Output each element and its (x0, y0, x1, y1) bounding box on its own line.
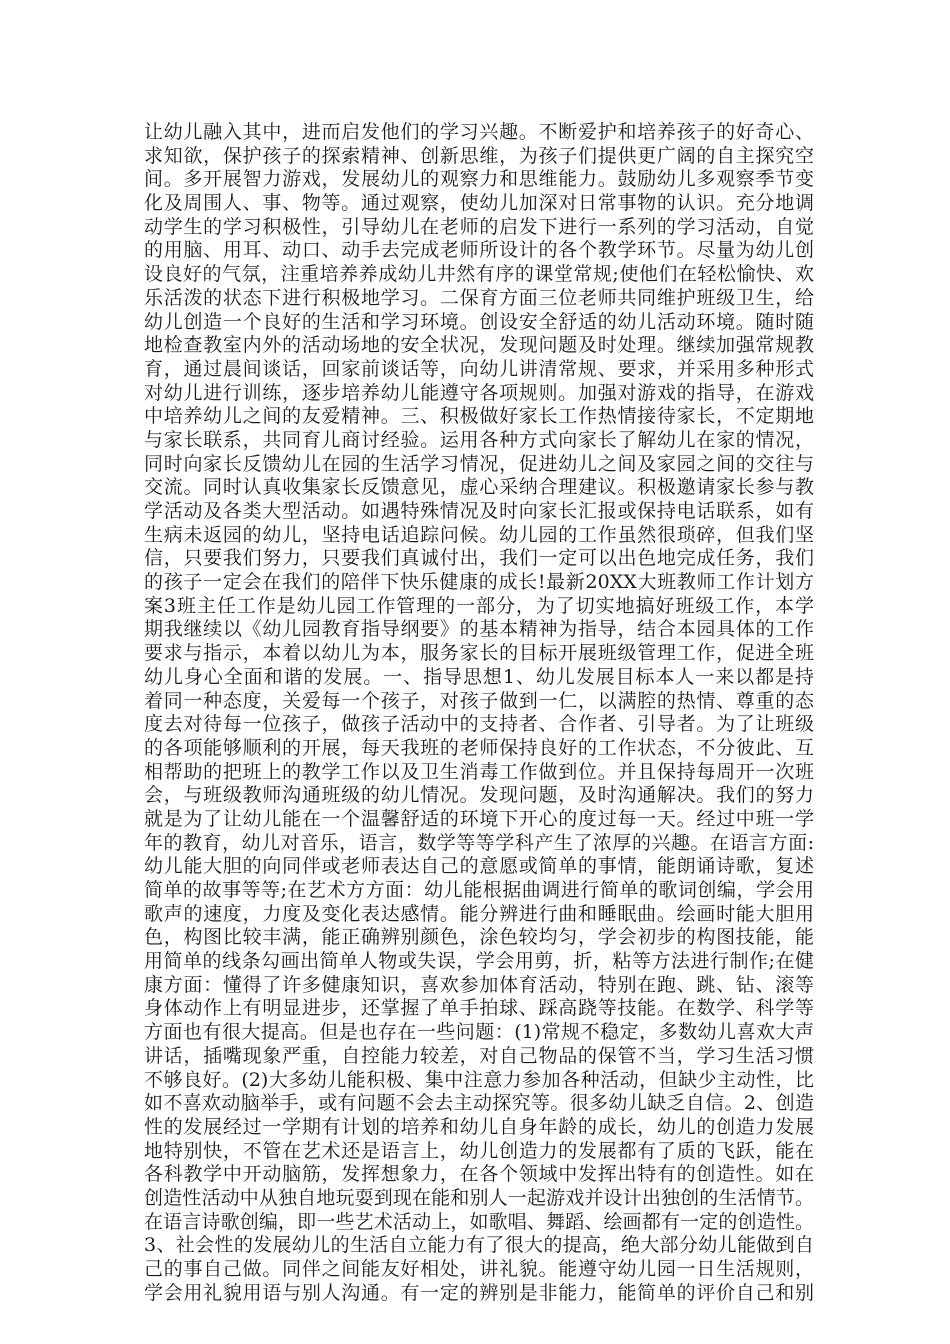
text-line: 度去对待每一位孩子，做孩子活动中的支持者、合作者、引导者。为了让班级 (144, 713, 814, 736)
text-line: 中培养幼儿之间的友爱精神。三、积极做好家长工作热情接待家长，不定期地 (144, 405, 814, 428)
text-line: 色，构图比较丰满，能正确辨别颜色，涂色较均匀，学会初步的构图技能，能 (144, 926, 814, 949)
text-line: 各科教学中开动脑筋，发挥想象力，在各个领域中发挥出特有的创造性。如在 (144, 1163, 814, 1186)
text-line: 幼儿身心全面和谐的发展。一、指导思想1、幼儿发展目标本人一来以都是持 (144, 665, 814, 688)
text-line: 就是为了让幼儿能在一个温馨舒适的环境下开心的度过每一天。经过中班一学 (144, 807, 814, 830)
text-line: 求知欲，保护孩子的探索精神、创新思维，为孩子们提供更广阔的自主探究空 (144, 144, 814, 167)
text-line: 与家长联系，共同育儿商讨经验。运用各种方式向家长了解幼儿在家的情况， (144, 428, 814, 451)
text-line: 案3班主任工作是幼儿园工作管理的一部分，为了切实地搞好班级工作，本学 (144, 594, 814, 617)
text-line: 如不喜欢动脑举手，或有问题不会去主动探究等。很多幼儿缺乏自信。2、创造 (144, 1092, 814, 1115)
text-line: 性的发展经过一学期有计划的培养和幼儿自身年龄的成长，幼儿的创造力发展 (144, 1115, 814, 1138)
text-line: 期我继续以《幼儿园教育指导纲要》的基本精神为指导，结合本园具体的工作 (144, 618, 814, 641)
text-line: 幼儿创造一个良好的生活和学习环境。创设安全舒适的幼儿活动环境。随时随 (144, 310, 814, 333)
text-line: 3、社会性的发展幼儿的生活自立能力有了很大的提高，绝大部分幼儿能做到自 (144, 1234, 814, 1257)
text-line: 让幼儿融入其中，进而启发他们的学习兴趣。不断爱护和培养孩子的好奇心、 (144, 121, 814, 143)
text-line: 育，通过晨间谈话，回家前谈话等，向幼儿讲清常规、要求，并采用多种形式 (144, 357, 814, 380)
text-line: 年的教育，幼儿对音乐，语言，数学等等学科产生了浓厚的兴趣。在语言方面: (144, 831, 814, 854)
text-line: 对幼儿进行训练，逐步培养幼儿能遵守各项规则。加强对游戏的指导，在游戏 (144, 381, 814, 404)
text-line: 学活动及各类大型活动。如遇特殊情况及时向家长汇报或保持电话联系，如有 (144, 500, 814, 522)
text-line: 身体动作上有明显进步，还掌握了单手拍球、踩高跷等技能。在数学、科学等 (144, 997, 814, 1020)
text-line: 学会用礼貌用语与别人沟通。有一定的辨别是非能力，能简单的评价自己和别 (144, 1281, 814, 1304)
text-line: 幼儿能大胆的向同伴或老师表达自己的意愿或简单的事情，能朗诵诗歌，复述 (144, 855, 814, 878)
text-line: 地检查教室内外的活动场地的安全状况，发现问题及时处理。继续加强常规教 (144, 334, 814, 357)
text-line: 的各项能够顺利的开展，每天我班的老师保持良好的工作状态，不分彼此、互 (144, 736, 814, 759)
text-line: 在语言诗歌创编，即一些艺术活动上，如歌唱、舞蹈、绘画都有一定的创造性。 (144, 1210, 814, 1233)
text-line: 同时向家长反馈幼儿在园的生活学习情况，促进幼儿之间及家园之间的交往与 (144, 452, 814, 475)
body-text (144, 121, 814, 1305)
text-line: 不够良好。(2)大多幼儿能积极、集中注意力参加各种活动，但缺少主动性，比 (144, 1068, 814, 1091)
text-line: 的孩子一定会在我们的陪伴下快乐健康的成长!最新20XX大班教师工作计划方 (144, 571, 814, 594)
text-line: 的用脑、用耳、动口、动手去完成老师所设计的各个教学环节。尽量为幼儿创 (144, 239, 814, 262)
text-line: 方面也有很大提高。但是也存在一些问题：(1)常规不稳定，多数幼儿喜欢大声 (144, 1021, 814, 1044)
text-line: 创造性活动中从独自地玩耍到现在能和别人一起游戏并设计出独创的生活情节。 (144, 1186, 814, 1209)
text-line: 己的事自己做。同伴之间能友好相处，讲礼貌。能遵守幼儿园一日生活规则， (144, 1258, 814, 1280)
text-line: 歌声的速度，力度及变化表达感情。能分辨进行曲和睡眠曲。绘画时能大胆用 (144, 902, 814, 925)
text-line: 康方面：懂得了许多健康知识，喜欢参加体育活动，特别在跑、跳、钻、滚等 (144, 973, 814, 996)
text-line: 要求与指示，本着以幼儿为本，服务家长的目标开展班级管理工作，促进全班 (144, 642, 814, 665)
text-line: 动学生的学习积极性，引导幼儿在老师的启发下进行一系列的学习活动，自觉 (144, 215, 814, 238)
text-line: 用简单的线条勾画出简单人物或失误，学会用剪，折，粘等方法进行制作;在健 (144, 950, 814, 973)
text-line: 交流。同时认真收集家长反馈意见，虚心采纳合理建议。积极邀请家长参与教 (144, 476, 814, 499)
text-line: 生病未返园的幼儿，坚持电话追踪问候。幼儿园的工作虽然很琐碎，但我们坚 (144, 523, 814, 546)
text-line: 地特别快，不管在艺术还是语言上，幼儿创造力的发展都有了质的飞跃，能在 (144, 1139, 814, 1162)
text-line: 着同一种态度，关爱每一个孩子，对孩子做到一仁，以满腔的热情、尊重的态 (144, 689, 814, 712)
text-line: 设良好的气氛，注重培养养成幼儿井然有序的课堂常规;使他们在轻松愉快、欢 (144, 263, 814, 286)
text-line: 会，与班级教师沟通班级的幼儿情况。发现问题，及时沟通解决。我们的努力 (144, 784, 814, 807)
text-line: 相帮助的把班上的教学工作以及卫生消毒工作做到位。并且保持每周开一次班 (144, 760, 814, 783)
text-line: 简单的故事等等;在艺术方方面：幼儿能根据曲调进行简单的歌词创编，学会用 (144, 879, 814, 901)
text-line: 信，只要我们努力，只要我们真诚付出，我们一定可以出色地完成任务，我们 (144, 547, 814, 570)
text-line: 间。多开展智力游戏，发展幼儿的观察力和思维能力。鼓励幼儿多观察季节变 (144, 168, 814, 191)
text-line: 讲话，插嘴现象严重，自控能力较差，对自己物品的保管不当，学习生活习惯 (144, 1044, 814, 1067)
text-line: 化及周围人、事、物等。通过观察，使幼儿加深对日常事物的认识。充分地调 (144, 192, 814, 215)
text-line: 乐活泼的状态下进行积极地学习。二保育方面三位老师共同维护班级卫生，给 (144, 286, 814, 309)
